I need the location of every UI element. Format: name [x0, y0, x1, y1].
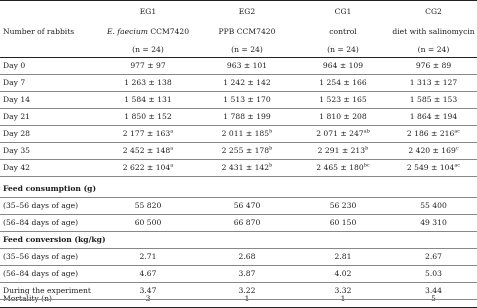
row-label: (56–84 days of age) — [3, 218, 79, 227]
significance-letter: b — [269, 162, 273, 169]
value-cell: 56 470 — [233, 201, 261, 210]
value-text: 2 431 ± 142 — [221, 163, 270, 172]
value-cell — [198, 143, 296, 159]
col-name-eg1 — [98, 27, 198, 36]
mortality-eg1: 3 — [145, 294, 151, 303]
feed-conversion-row — [0, 249, 477, 265]
col-name-cg1: control — [329, 27, 357, 36]
value-text: 1 254 ± 166 — [319, 78, 367, 87]
value-text: 2 465 ± 180 — [316, 163, 364, 172]
value-cell: 49 310 — [420, 218, 447, 227]
section-feed-consumption — [0, 181, 477, 197]
value-cell: 55 400 — [420, 201, 447, 210]
value-cell — [390, 160, 477, 176]
value-cell: 66 870 — [233, 218, 261, 227]
feed-consumption-row — [0, 198, 477, 214]
weight-row — [0, 75, 477, 91]
value-cell: 4.67 — [139, 269, 157, 278]
value-text: 2 549 ± 104 — [406, 163, 455, 172]
significance-letter: b — [365, 145, 369, 152]
value-cell — [198, 109, 296, 125]
significance-letter: b — [269, 128, 273, 135]
value-text: 2 291 ± 213 — [317, 146, 366, 155]
value-cell — [198, 126, 296, 142]
value-text: 1 513 ± 170 — [223, 95, 271, 104]
value-cell: 2.68 — [238, 252, 256, 261]
col-code-eg2: EG2 — [238, 7, 256, 16]
value-text: 2 452 ± 148 — [122, 146, 171, 155]
significance-letter: ac — [454, 162, 461, 169]
value-cell: 56 230 — [329, 201, 357, 210]
row-label: (35–56 days of age) — [3, 201, 79, 210]
col-code-eg1: EG1 — [139, 7, 157, 16]
value-cell: 3.47 — [139, 286, 157, 295]
value-cell: 2.81 — [334, 252, 352, 261]
value-text: 2 255 ± 178 — [221, 146, 270, 155]
value-cell — [296, 58, 390, 74]
value-cell: 3.44 — [425, 286, 442, 295]
value-text: 1 584 ± 131 — [124, 95, 172, 104]
significance-letter: a — [170, 162, 174, 169]
value-cell — [296, 126, 390, 142]
mortality-eg2: 1 — [244, 294, 250, 303]
value-cell — [98, 58, 198, 74]
value-cell: 2.67 — [425, 252, 442, 261]
value-cell — [98, 75, 198, 91]
value-cell: 2.71 — [139, 252, 157, 261]
row-divider — [0, 231, 477, 232]
value-cell — [296, 160, 390, 176]
value-cell: 3.87 — [238, 269, 256, 278]
col-code-cg2: CG2 — [425, 7, 442, 16]
row-label: During the experiment — [3, 286, 91, 295]
value-text: 1 788 ± 199 — [223, 112, 271, 121]
value-cell — [98, 160, 198, 176]
value-cell — [98, 92, 198, 108]
value-text: 964 ± 109 — [322, 61, 364, 70]
feed-conversion-row — [0, 266, 477, 282]
significance-letter: a — [170, 128, 174, 135]
row-label: (56–84 days of age) — [3, 269, 79, 278]
value-cell — [198, 58, 296, 74]
row-label: Day 28 — [3, 129, 30, 138]
row-label: Day 14 — [3, 95, 30, 104]
row-label: Day 21 — [3, 112, 30, 121]
row-label: Day 0 — [3, 61, 26, 70]
value-cell — [390, 75, 477, 91]
feed-conversion-row — [0, 283, 477, 299]
col-n-eg2: (n = 24) — [231, 45, 263, 54]
section-feed-conversion — [0, 232, 477, 248]
value-text: 1 864 ± 194 — [409, 112, 458, 121]
value-cell — [390, 58, 477, 74]
value-text: 2 186 ± 216 — [406, 129, 455, 138]
value-cell — [198, 75, 296, 91]
value-text: 976 ± 89 — [415, 61, 452, 70]
top-rule — [0, 0, 477, 1]
value-cell: 3.22 — [238, 286, 256, 295]
mortality-cg1: 1 — [340, 294, 346, 303]
value-text: 1 850 ± 152 — [124, 112, 172, 121]
significance-letter: bc — [363, 162, 370, 169]
value-text: 2 420 ± 169 — [408, 146, 456, 155]
value-cell: 60 150 — [329, 218, 357, 227]
value-text: 1 313 ± 127 — [409, 78, 458, 87]
value-text: 1 810 ± 208 — [319, 112, 367, 121]
value-text: 1 585 ± 153 — [409, 95, 458, 104]
value-cell — [198, 92, 296, 108]
value-cell: 55 820 — [134, 201, 162, 210]
weight-row — [0, 143, 477, 159]
weight-row — [0, 109, 477, 125]
value-cell — [390, 126, 477, 142]
value-cell — [198, 160, 296, 176]
value-text: 977 ± 97 — [130, 61, 166, 70]
value-text: 2 177 ± 163 — [122, 129, 171, 138]
value-text: 2 011 ± 185 — [221, 129, 270, 138]
value-cell — [98, 143, 198, 159]
row-label: Day 7 — [3, 78, 26, 87]
significance-letter: c — [455, 145, 459, 152]
value-text: 2 622 ± 104 — [122, 163, 171, 172]
row-label: (35–56 days of age) — [3, 252, 79, 261]
col-n-eg1: (n = 24) — [132, 45, 164, 54]
col-code-cg1: CG1 — [334, 7, 352, 16]
section-title: Feed conversion (kg/kg) — [3, 235, 106, 244]
col-name-cg2: diet with salinomycin — [392, 27, 475, 36]
col-name-eg1-rest: CCM7420 — [147, 27, 190, 36]
value-cell — [390, 109, 477, 125]
feed-consumption-row — [0, 215, 477, 231]
row-divider — [0, 299, 477, 300]
row-label: Day 42 — [3, 163, 30, 172]
value-cell: 4.02 — [334, 269, 352, 278]
weight-row — [0, 92, 477, 108]
value-cell: 3.32 — [334, 286, 352, 295]
mortality-cg2: 5 — [431, 294, 436, 303]
value-cell — [98, 109, 198, 125]
significance-letter: ab — [363, 128, 370, 135]
value-cell — [98, 126, 198, 142]
value-cell — [390, 92, 477, 108]
value-text: 963 ± 101 — [226, 61, 268, 70]
row-label: Mortality (n) — [3, 294, 52, 303]
row-label-header: Number of rabbits — [3, 27, 75, 36]
weight-row — [0, 58, 477, 74]
col-n-cg2: (n = 24) — [417, 45, 450, 54]
value-text: 2 071 ± 247 — [316, 129, 364, 138]
significance-letter: a — [170, 145, 174, 152]
value-text: 1 523 ± 165 — [319, 95, 367, 104]
col-n-cg1: (n = 24) — [327, 45, 359, 54]
weight-row — [0, 160, 477, 176]
value-cell: 60 500 — [134, 218, 162, 227]
value-text: 1 242 ± 142 — [223, 78, 271, 87]
value-cell — [296, 92, 390, 108]
value-cell: 5.03 — [425, 269, 442, 278]
row-divider — [0, 176, 477, 177]
value-text: 1 263 ± 138 — [124, 78, 172, 87]
col-name-eg2: PPB CCM7420 — [218, 27, 276, 36]
row-label: Day 35 — [3, 146, 30, 155]
significance-letter: ac — [454, 128, 461, 135]
value-cell — [390, 143, 477, 159]
section-title: Feed consumption (g) — [3, 184, 97, 193]
value-cell — [296, 143, 390, 159]
value-cell — [296, 75, 390, 91]
weight-row — [0, 126, 477, 142]
significance-letter: b — [269, 145, 273, 152]
col-name-eg1-italic: E. faecium — [106, 27, 148, 36]
value-cell — [296, 109, 390, 125]
